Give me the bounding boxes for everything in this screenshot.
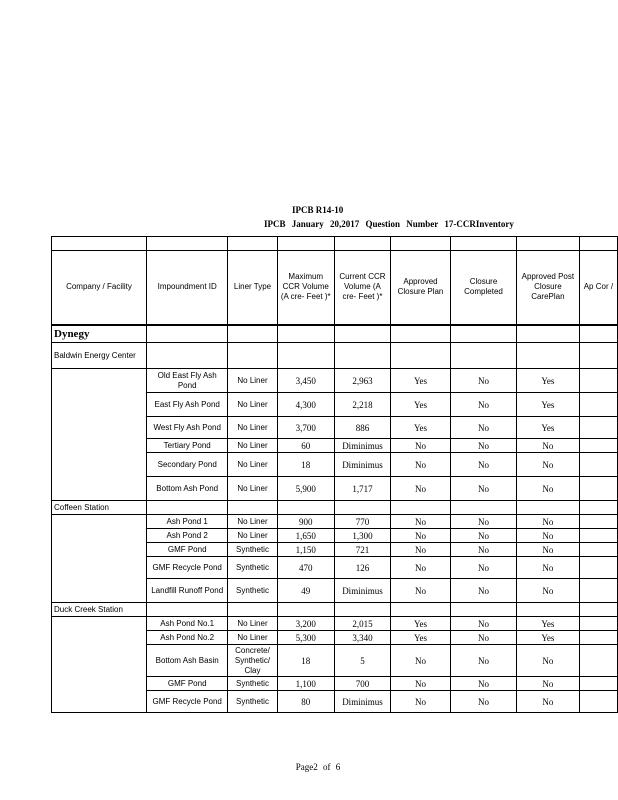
impoundment-id: GMF Pond xyxy=(146,543,227,557)
column-header: Closure Completed xyxy=(451,251,517,325)
current-volume: Diminimus xyxy=(334,453,390,477)
max-volume: 1,650 xyxy=(277,529,334,543)
facility-row xyxy=(52,501,618,515)
closure-plan: No xyxy=(390,579,450,603)
closure-plan: Yes xyxy=(390,417,450,439)
impoundment-id: Ash Pond 2 xyxy=(146,529,227,543)
column-header: Ap Cor / xyxy=(579,251,617,325)
liner-type: No Liner xyxy=(228,515,277,529)
impoundment-id: GMF Pond xyxy=(146,677,227,691)
liner-type: Synthetic xyxy=(228,579,277,603)
page-footer: Page2 of 6 xyxy=(295,762,341,772)
facility-name: Baldwin Energy Center xyxy=(52,343,147,369)
max-volume: 3,200 xyxy=(277,617,334,631)
impoundment-id: Bottom Ash Pond xyxy=(146,477,227,501)
closure-plan: No xyxy=(390,557,450,579)
closure-plan: No xyxy=(390,529,450,543)
post-closure-plan: No xyxy=(516,529,579,543)
column-header: Approved Closure Plan xyxy=(390,251,450,325)
document-header-subtitle: IPCB January 20,2017 Question Number 17-CCRInventory xyxy=(264,219,514,229)
current-volume: 886 xyxy=(334,417,390,439)
empty-cell xyxy=(390,603,450,617)
max-volume: 4,300 xyxy=(277,393,334,417)
empty-cell xyxy=(451,325,517,343)
closure-completed: No xyxy=(451,631,517,645)
closure-plan: No xyxy=(390,515,450,529)
ccr-inventory-table xyxy=(51,236,618,713)
empty-cell xyxy=(516,603,579,617)
empty-cell xyxy=(579,603,617,617)
empty-cell xyxy=(579,369,617,393)
post-closure-plan: No xyxy=(516,579,579,603)
current-volume: 5 xyxy=(334,645,390,677)
closure-plan: No xyxy=(390,645,450,677)
post-closure-plan: No xyxy=(516,477,579,501)
closure-completed: No xyxy=(451,393,517,417)
empty-cell xyxy=(451,343,517,369)
empty-cell xyxy=(390,325,450,343)
table-row xyxy=(52,369,618,393)
closure-plan: Yes xyxy=(390,369,450,393)
company-name: Dynegy xyxy=(52,325,147,343)
current-volume: Diminimus xyxy=(334,439,390,453)
impoundment-id: Tertiary Pond xyxy=(146,439,227,453)
empty-cell xyxy=(579,343,617,369)
post-closure-plan: No xyxy=(516,691,579,713)
empty-cell xyxy=(579,325,617,343)
empty-cell xyxy=(146,603,227,617)
closure-completed: No xyxy=(451,617,517,631)
empty-cell xyxy=(390,343,450,369)
closure-plan: No xyxy=(390,477,450,501)
closure-completed: No xyxy=(451,453,517,477)
liner-type: Synthetic xyxy=(228,677,277,691)
post-closure-plan: No xyxy=(516,677,579,691)
empty-cell xyxy=(579,417,617,439)
impoundment-id: Ash Pond 1 xyxy=(146,515,227,529)
column-header: Impoundment ID xyxy=(146,251,227,325)
liner-type: Synthetic xyxy=(228,691,277,713)
empty-cell xyxy=(579,631,617,645)
current-volume: Diminimus xyxy=(334,691,390,713)
column-header: Approved Post Closure CarePlan xyxy=(516,251,579,325)
liner-type: No Liner xyxy=(228,529,277,543)
current-volume: 2,015 xyxy=(334,617,390,631)
empty-cell xyxy=(579,501,617,515)
empty-cell xyxy=(334,343,390,369)
current-volume: Diminimus xyxy=(334,579,390,603)
empty-cell xyxy=(146,325,227,343)
column-header: Maximum CCR Volume (A cre- Feet )* xyxy=(277,251,334,325)
closure-completed: No xyxy=(451,529,517,543)
empty-cell xyxy=(228,603,277,617)
spacer-row xyxy=(52,237,618,251)
max-volume: 1,100 xyxy=(277,677,334,691)
current-volume: 3,340 xyxy=(334,631,390,645)
liner-type: No Liner xyxy=(228,617,277,631)
facility-row xyxy=(52,603,618,617)
closure-plan: No xyxy=(390,453,450,477)
closure-completed: No xyxy=(451,691,517,713)
empty-cell xyxy=(277,343,334,369)
liner-type: No Liner xyxy=(228,439,277,453)
empty-cell xyxy=(579,557,617,579)
empty-cell xyxy=(277,325,334,343)
closure-completed: No xyxy=(451,477,517,501)
closure-plan: No xyxy=(390,439,450,453)
empty-cell xyxy=(146,343,227,369)
empty-cell xyxy=(146,501,227,515)
empty-cell xyxy=(579,579,617,603)
empty-cell xyxy=(228,501,277,515)
liner-type: No Liner xyxy=(228,393,277,417)
max-volume: 80 xyxy=(277,691,334,713)
current-volume: 1,300 xyxy=(334,529,390,543)
column-header-row xyxy=(52,251,618,325)
max-volume: 470 xyxy=(277,557,334,579)
closure-plan: No xyxy=(390,543,450,557)
column-header: Company / Facility xyxy=(52,251,147,325)
closure-completed: No xyxy=(451,439,517,453)
empty-cell xyxy=(334,603,390,617)
empty-cell xyxy=(516,501,579,515)
current-volume: 700 xyxy=(334,677,390,691)
empty-cell xyxy=(277,603,334,617)
closure-plan: Yes xyxy=(390,631,450,645)
closure-plan: Yes xyxy=(390,393,450,417)
empty-cell xyxy=(579,453,617,477)
max-volume: 60 xyxy=(277,439,334,453)
closure-completed: No xyxy=(451,645,517,677)
facility-span-cell xyxy=(52,369,147,501)
closure-plan: No xyxy=(390,691,450,713)
impoundment-id: East Fly Ash Pond xyxy=(146,393,227,417)
closure-completed: No xyxy=(451,369,517,393)
post-closure-plan: No xyxy=(516,557,579,579)
liner-type: Synthetic xyxy=(228,557,277,579)
liner-type: Concrete/ Synthetic/ Clay xyxy=(228,645,277,677)
current-volume: 770 xyxy=(334,515,390,529)
empty-cell xyxy=(390,501,450,515)
empty-cell xyxy=(451,501,517,515)
post-closure-plan: Yes xyxy=(516,617,579,631)
max-volume: 1,150 xyxy=(277,543,334,557)
current-volume: 2,963 xyxy=(334,369,390,393)
column-header: Current CCR Volume (A cre- Feet )* xyxy=(334,251,390,325)
liner-type: Synthetic xyxy=(228,543,277,557)
empty-cell xyxy=(579,515,617,529)
current-volume: 2,218 xyxy=(334,393,390,417)
empty-cell xyxy=(579,543,617,557)
impoundment-id: West Fly Ash Pond xyxy=(146,417,227,439)
table-row xyxy=(52,617,618,631)
empty-cell xyxy=(228,343,277,369)
closure-completed: No xyxy=(451,543,517,557)
empty-cell xyxy=(579,691,617,713)
liner-type: No Liner xyxy=(228,369,277,393)
empty-cell xyxy=(579,393,617,417)
max-volume: 900 xyxy=(277,515,334,529)
current-volume: 126 xyxy=(334,557,390,579)
impoundment-id: Ash Pond No.2 xyxy=(146,631,227,645)
max-volume: 5,900 xyxy=(277,477,334,501)
empty-cell xyxy=(334,325,390,343)
empty-cell xyxy=(334,501,390,515)
closure-completed: No xyxy=(451,515,517,529)
facility-span-cell xyxy=(52,515,147,603)
table-row xyxy=(52,515,618,529)
impoundment-id: Landfill Runoff Pond xyxy=(146,579,227,603)
closure-completed: No xyxy=(451,557,517,579)
max-volume: 3,450 xyxy=(277,369,334,393)
facility-name: Coffeen Station xyxy=(52,501,147,515)
impoundment-id: Secondary Pond xyxy=(146,453,227,477)
empty-cell xyxy=(228,325,277,343)
liner-type: No Liner xyxy=(228,453,277,477)
liner-type: No Liner xyxy=(228,631,277,645)
empty-cell xyxy=(579,529,617,543)
closure-plan: No xyxy=(390,677,450,691)
max-volume: 49 xyxy=(277,579,334,603)
impoundment-id: Ash Pond No.1 xyxy=(146,617,227,631)
closure-completed: No xyxy=(451,417,517,439)
facility-span-cell xyxy=(52,617,147,713)
post-closure-plan: Yes xyxy=(516,393,579,417)
empty-cell xyxy=(579,439,617,453)
impoundment-id: GMF Recycle Pond xyxy=(146,557,227,579)
post-closure-plan: Yes xyxy=(516,631,579,645)
max-volume: 18 xyxy=(277,645,334,677)
post-closure-plan: No xyxy=(516,453,579,477)
impoundment-id: Old East Fly Ash Pond xyxy=(146,369,227,393)
post-closure-plan: No xyxy=(516,543,579,557)
post-closure-plan: Yes xyxy=(516,417,579,439)
current-volume: 721 xyxy=(334,543,390,557)
closure-completed: No xyxy=(451,579,517,603)
current-volume: 1,717 xyxy=(334,477,390,501)
empty-cell xyxy=(579,677,617,691)
document-header-title: IPCB R14-10 xyxy=(292,205,344,215)
empty-cell xyxy=(579,645,617,677)
empty-cell xyxy=(516,325,579,343)
post-closure-plan: No xyxy=(516,439,579,453)
closure-completed: No xyxy=(451,677,517,691)
post-closure-plan: No xyxy=(516,645,579,677)
liner-type: No Liner xyxy=(228,417,277,439)
column-header: Liner Type xyxy=(228,251,277,325)
post-closure-plan: No xyxy=(516,515,579,529)
max-volume: 18 xyxy=(277,453,334,477)
impoundment-id: Bottom Ash Basin xyxy=(146,645,227,677)
liner-type: No Liner xyxy=(228,477,277,501)
max-volume: 5,300 xyxy=(277,631,334,645)
empty-cell xyxy=(516,343,579,369)
empty-cell xyxy=(579,477,617,501)
empty-cell xyxy=(451,603,517,617)
closure-plan: Yes xyxy=(390,617,450,631)
impoundment-id: GMF Recycle Pond xyxy=(146,691,227,713)
post-closure-plan: Yes xyxy=(516,369,579,393)
empty-cell xyxy=(579,617,617,631)
company-row xyxy=(52,325,618,343)
facility-row xyxy=(52,343,618,369)
max-volume: 3,700 xyxy=(277,417,334,439)
facility-name: Duck Creek Station xyxy=(52,603,147,617)
empty-cell xyxy=(277,501,334,515)
